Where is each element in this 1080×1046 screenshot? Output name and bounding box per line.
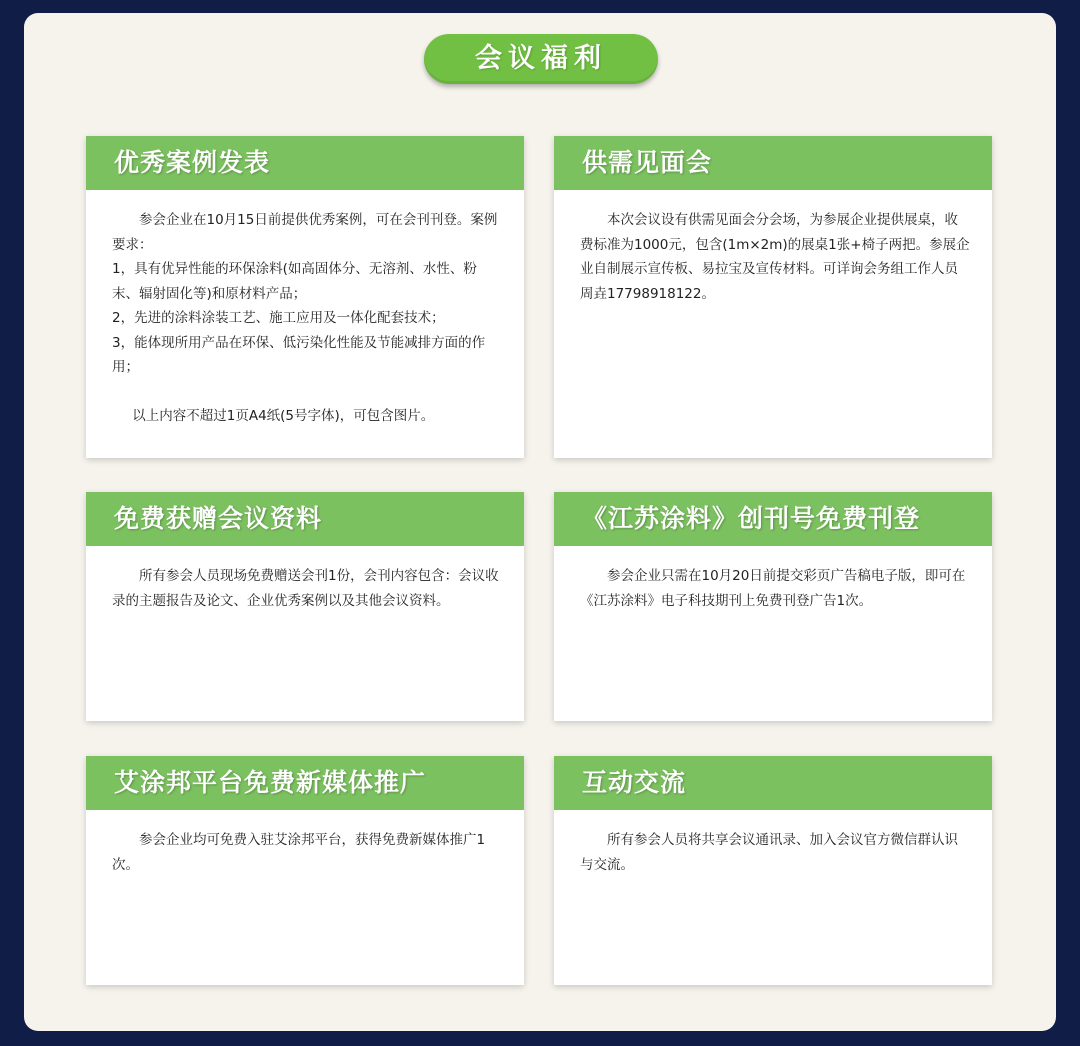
card-heading: 互动交流 xyxy=(554,756,992,810)
card-body xyxy=(86,546,524,613)
card-text: 参会企业均可免费入驻艾涂邦平台，获得免费新媒体推广1次。 xyxy=(112,832,486,873)
card-supply-demand xyxy=(554,136,992,458)
card-text: 所有参会人员将共享会议通讯录、加入会议官方微信群认识与交流。 xyxy=(580,832,958,873)
card-body xyxy=(554,190,992,306)
page-title: 会议福利 xyxy=(424,34,658,84)
card-heading: 艾涂邦平台免费新媒体推广 xyxy=(86,756,524,810)
card-body xyxy=(86,810,524,877)
card-body xyxy=(554,810,992,877)
card-body xyxy=(554,546,992,613)
card-media-promotion xyxy=(86,756,524,985)
requirement-item: 3，能体现所用产品在环保、低污染化性能及节能减排方面的作用； xyxy=(112,334,486,375)
card-text: 所有参会人员现场免费赠送会刊1份，会刊内容包含：会议收录的主题报告及论文、企业优秀案例以及其他会议资料。 xyxy=(112,568,499,609)
card-networking xyxy=(554,756,992,985)
card-text: 参会企业只需在10月20日前提交彩页广告稿电子版，即可在《江苏涂料》电子科技期刊上免费刊登广告1次。 xyxy=(580,568,966,609)
card-journal-ad xyxy=(554,492,992,721)
card-heading: 供需见面会 xyxy=(554,136,992,190)
card-closing: 以上内容不超过1页A4纸(5号字体)，可包含图片。 xyxy=(132,408,435,424)
card-text: 本次会议设有供需见面会分会场，为参展企业提供展桌，收费标准为1000元，包含(1m×2m)的展桌1张+椅子两把。参展企业自制展示宣传板、易拉宝及宣传材料。可详询会务组工作人员周垚17798918122。 xyxy=(580,212,970,302)
requirement-item: 2，先进的涂料涂装工艺、施工应用及一体化配套技术； xyxy=(112,310,445,326)
card-heading: 免费获赠会议资料 xyxy=(86,492,524,546)
card-case-study xyxy=(86,136,524,458)
card-body xyxy=(86,190,524,429)
card-heading: 《江苏涂料》创刊号免费刊登 xyxy=(554,492,992,546)
card-heading: 优秀案例发表 xyxy=(86,136,524,190)
spacer xyxy=(112,380,502,405)
card-intro: 参会企业在10月15日前提供优秀案例，可在会刊刊登。案例要求： xyxy=(112,212,498,253)
requirement-item: 1，具有优异性能的环保涂料(如高固体分、无溶剂、水性、粉末、辐射固化等)和原材料产品； xyxy=(112,261,477,302)
card-free-materials xyxy=(86,492,524,721)
